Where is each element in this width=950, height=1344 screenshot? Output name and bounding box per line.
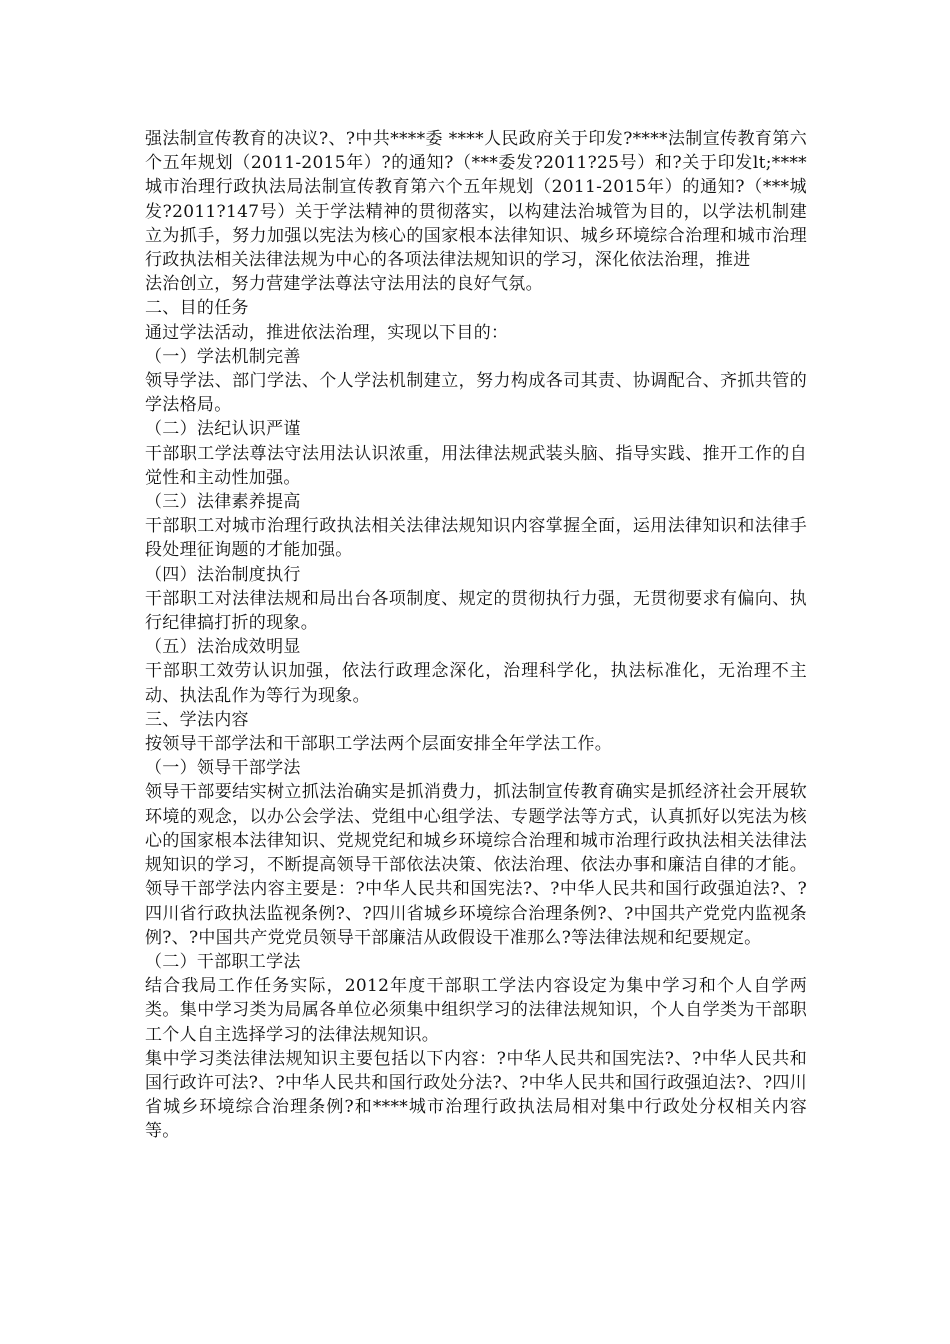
document-body xyxy=(145,127,807,1144)
paragraph: 结合我局工作任务实际，2012年度干部职工学法内容设定为集中学习和个人自学两类。集中学习类为局属各单位必须集中组织学习的法律法规知识，个人自学类为干部职工个人自主选择学习的法律法规知识。 xyxy=(145,976,807,1045)
subsection-heading: （一）学法机制完善 xyxy=(145,346,301,367)
paragraph: 干部职工对法律法规和局出台各项制度、规定的贯彻执行力强，无贯彻要求有偏向、执行纪律搞打折的现象。 xyxy=(145,588,807,634)
section-heading: 三、学法内容 xyxy=(145,709,249,730)
section-heading: 二、目的任务 xyxy=(145,298,249,319)
paragraph: 集中学习类法律法规知识主要包括以下内容：?中华人民共和国宪法?、?中华人民共和国行政许可法?、?中华人民共和国行政处分法?、?中华人民共和国行政强迫法?、?四川省城乡环境综合治理条例?和****城市治理行政执法局相对集中行政处分权相关内容等。 xyxy=(145,1048,807,1142)
paragraph: 干部职工对城市治理行政执法相关法律法规知识内容掌握全面，运用法律知识和法律手段处理征询题的才能加强。 xyxy=(145,516,807,561)
paragraph: 领导干部要结实树立抓法治确实是抓消费力，抓法制宣传教育确实是抓经济社会开展软环境的观念，以办公会学法、党组中心组学法、专题学法等方式，认真抓好以宪法为核心的国家根本法律知识、党规党纪和城乡环境综合治理和城市治理行政执法相关法律法规知识的学习，不断提高领导干部依法决策、依法治理、依法办事和廉洁自律的才能。领导干部学法内容主要是：?中华人民共和国宪法?、?中华人民共和国行政强迫法?、?四川省行政执法监视条例?、?四川省城乡环境综合治理条例?、?中国共产党党内监视条例?、?中国共产党党员领导干部廉洁从政假设干准那么?等法律法规和纪要规定。 xyxy=(145,782,807,948)
subsection-heading: （一）领导干部学法 xyxy=(145,758,301,779)
subsection-heading: （三）法律素养提高 xyxy=(145,492,301,513)
subsection-heading: （二）干部职工学法 xyxy=(145,951,301,972)
paragraph: 干部职工效劳认识加强，依法行政理念深化，治理科学化，执法标准化，无治理不主动、执法乱作为等行为现象。 xyxy=(145,661,807,706)
paragraph: 强法制宣传教育的决议?、?中共****委 ****人民政府关于印发?****法制宣传教育第六个五年规划（2011-2015年）?的通知?（***委发?2011?25号）和?关于印发lt;****城市治理行政执法局法制宣传教育第六个五年规划（2011-2015年）的通知?（***城发?2011?147号）关于学法精神的贯彻落实，以构建法治城管为目的，以学法机制建立为抓手，努力加强以宪法为核心的国家根本法律知识、城乡环境综合治理和城市治理行政执法相关法律法规为中心的各项法律法规知识的学习，深化依法治理，推进 xyxy=(145,129,807,271)
paragraph: 领导学法、部门学法、个人学法机制建立，努力构成各司其责、协调配合、齐抓共管的学法格局。 xyxy=(145,371,807,416)
paragraph: 法治创立，努力营建学法尊法守法用法的良好气氛。 xyxy=(145,274,543,295)
paragraph: 干部职工学法尊法守法用法认识浓重，用法律法规武装头脑、指导实践、推开工作的自觉性和主动性加强。 xyxy=(145,443,807,488)
subsection-heading: （二）法纪认识严谨 xyxy=(145,419,301,440)
paragraph: 按领导干部学法和干部职工学法两个层面安排全年学法工作。 xyxy=(145,734,613,755)
subsection-heading: （五）法治成效明显 xyxy=(145,637,301,658)
subsection-heading: （四）法治制度执行 xyxy=(145,564,301,585)
paragraph: 通过学法活动，推进依法治理，实现以下目的： xyxy=(145,322,509,343)
